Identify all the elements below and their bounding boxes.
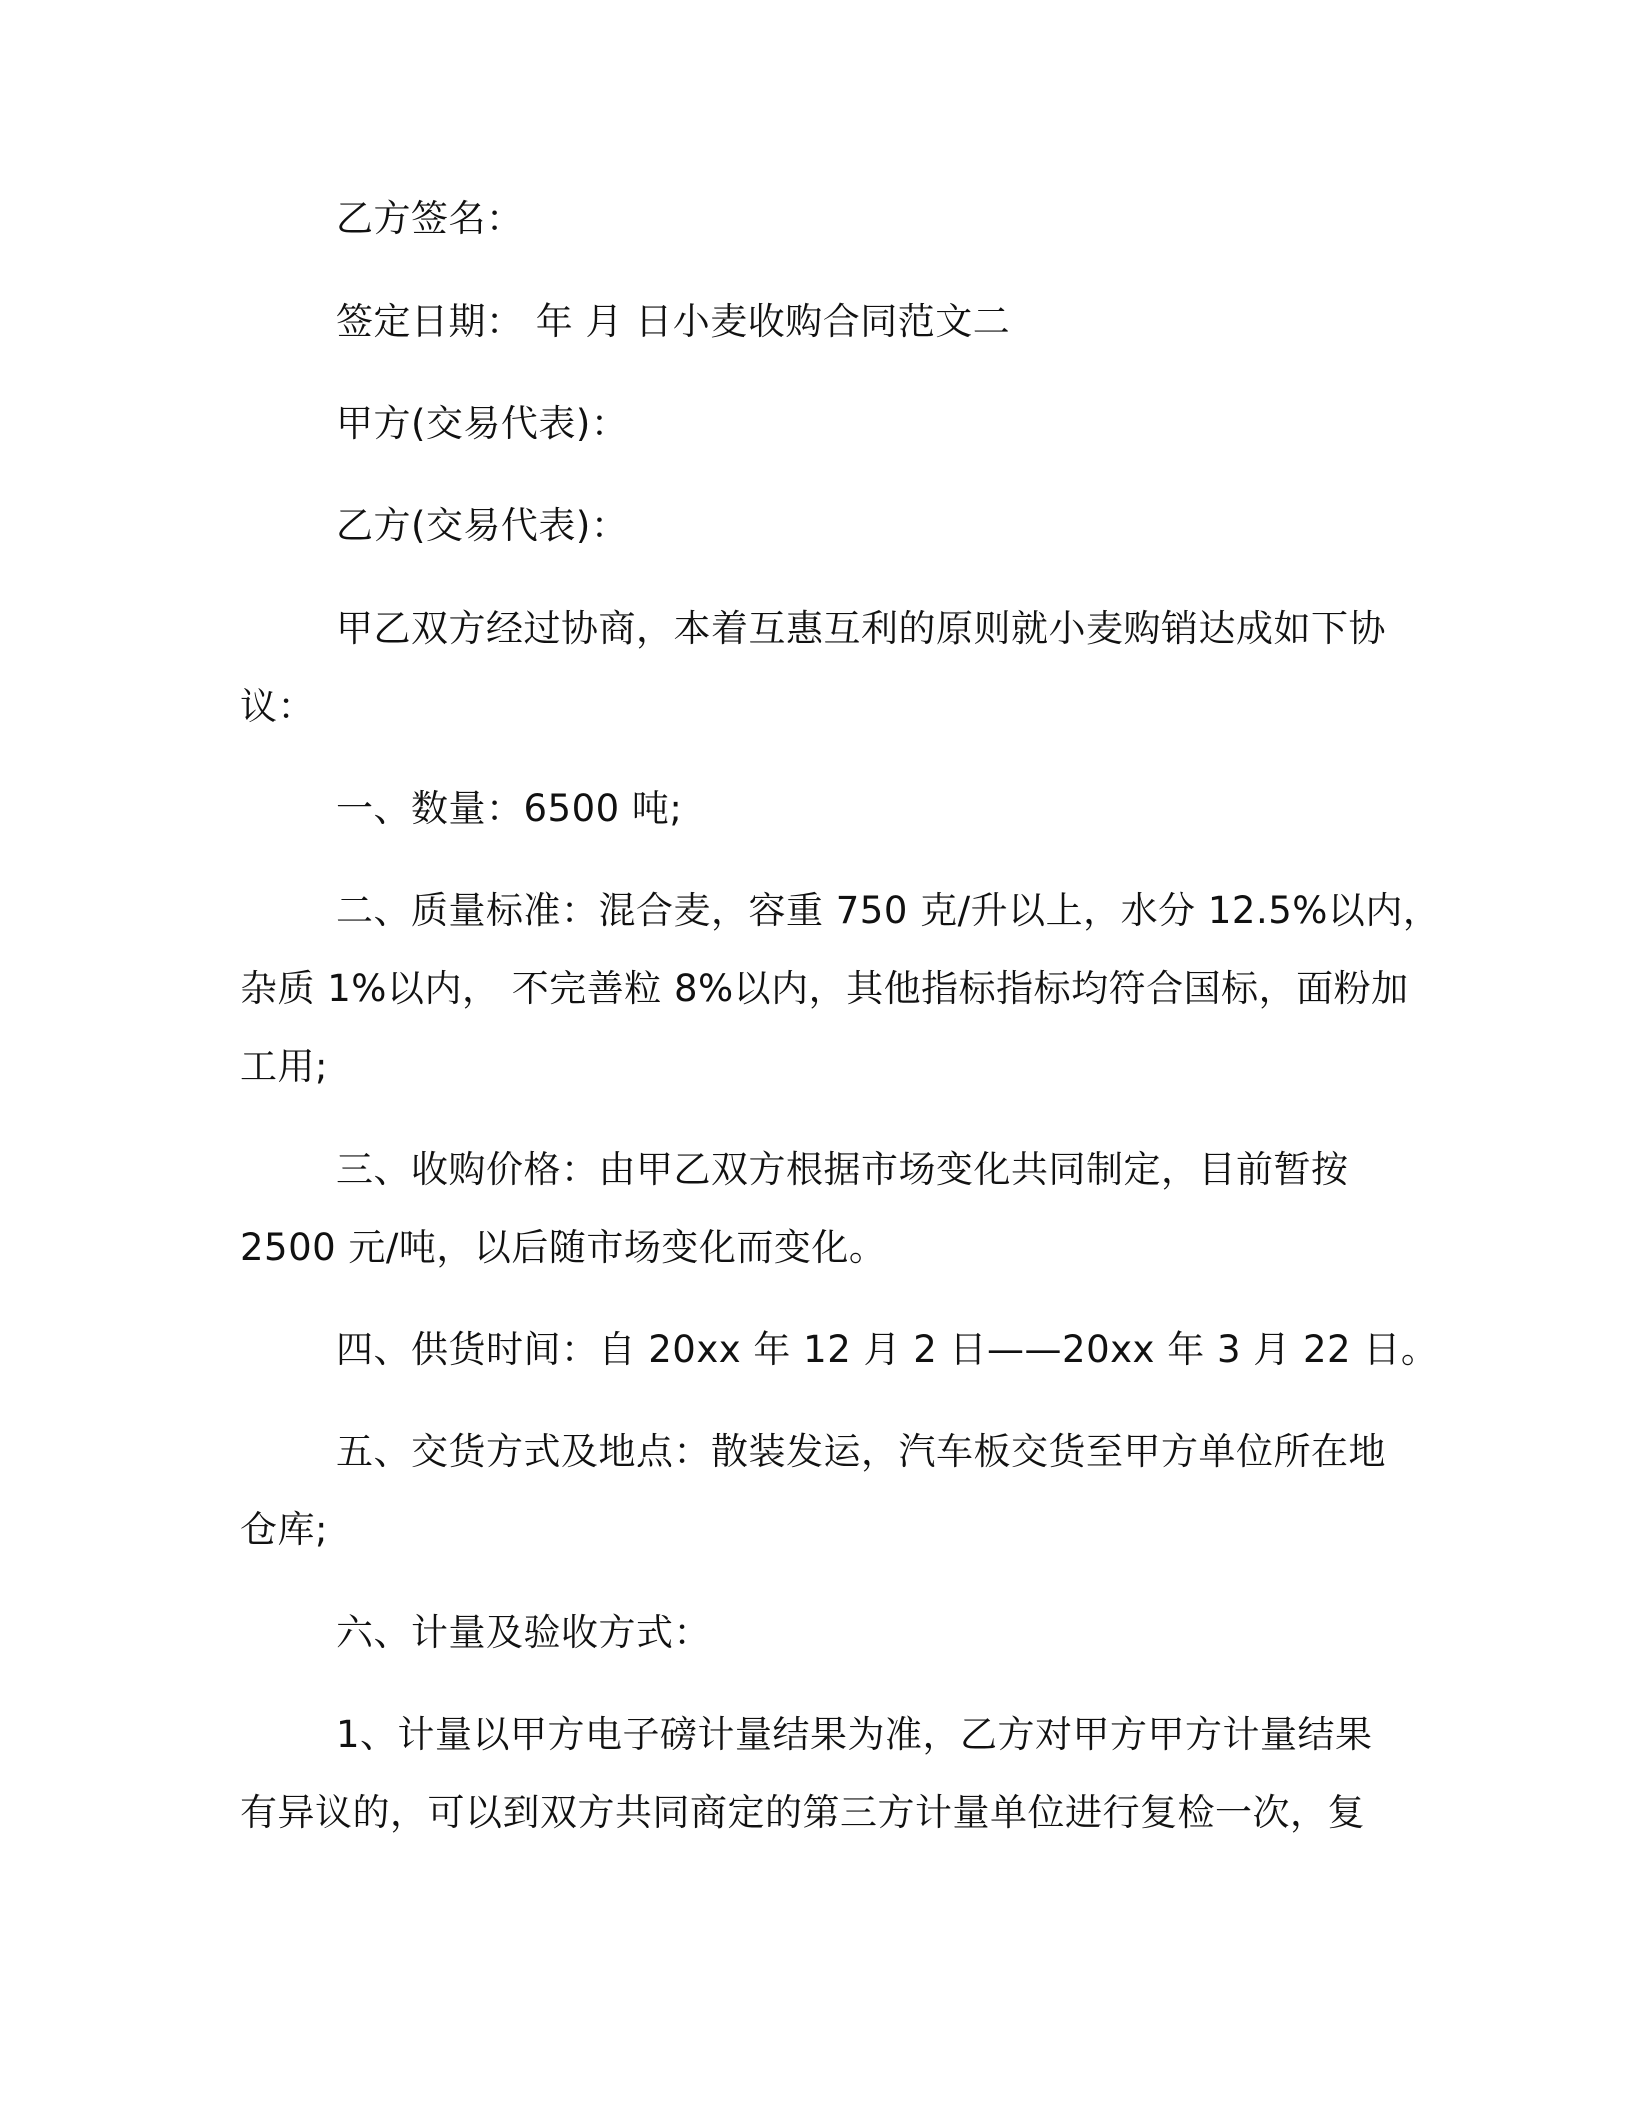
clause-quality-line-1: 二、质量标准：混合麦，容重 750 克/升以上，水分 12.5%以内， [336,889,1441,932]
intro-paragraph-line-2: 议： [240,685,315,728]
clause-measurement-heading: 六、计量及验收方式： [336,1611,711,1654]
clause-delivery-line-2: 仓库; [240,1508,328,1551]
party-a-representative: 甲方(交易代表)： [336,402,629,445]
clause-price-line-2: 2500 元/吨，以后随市场变化而变化。 [240,1226,887,1269]
party-b-representative: 乙方(交易代表)： [336,504,629,547]
clause-quality-line-2: 杂质 1%以内， 不完善粒 8%以内，其他指标指标均符合国标，面粉加 [240,967,1409,1010]
clause-quality-line-3: 工用; [240,1045,328,1088]
signing-date-line: 签定日期： 年 月 日小麦收购合同范文二 [336,300,1011,343]
measurement-item-1-line-2: 有异议的，可以到双方共同商定的第三方计量单位进行复检一次，复 [240,1791,1365,1834]
clause-price-line-1: 三、收购价格：由甲乙双方根据市场变化共同制定，目前暂按 [336,1148,1349,1191]
clause-quantity: 一、数量：6500 吨; [336,787,683,830]
clause-supply-time: 四、供货时间：自 20xx 年 12 月 2 日——20xx 年 3 月 22 日。 [336,1328,1439,1371]
signature-line-party-b: 乙方签名： [336,197,524,240]
measurement-item-1-line-1: 1、计量以甲方电子磅计量结果为准，乙方对甲方甲方计量结果 [336,1713,1373,1756]
clause-delivery-line-1: 五、交货方式及地点：散装发运，汽车板交货至甲方单位所在地 [336,1430,1386,1473]
intro-paragraph-line-1: 甲乙双方经过协商，本着互惠互利的原则就小麦购销达成如下协 [336,607,1386,650]
